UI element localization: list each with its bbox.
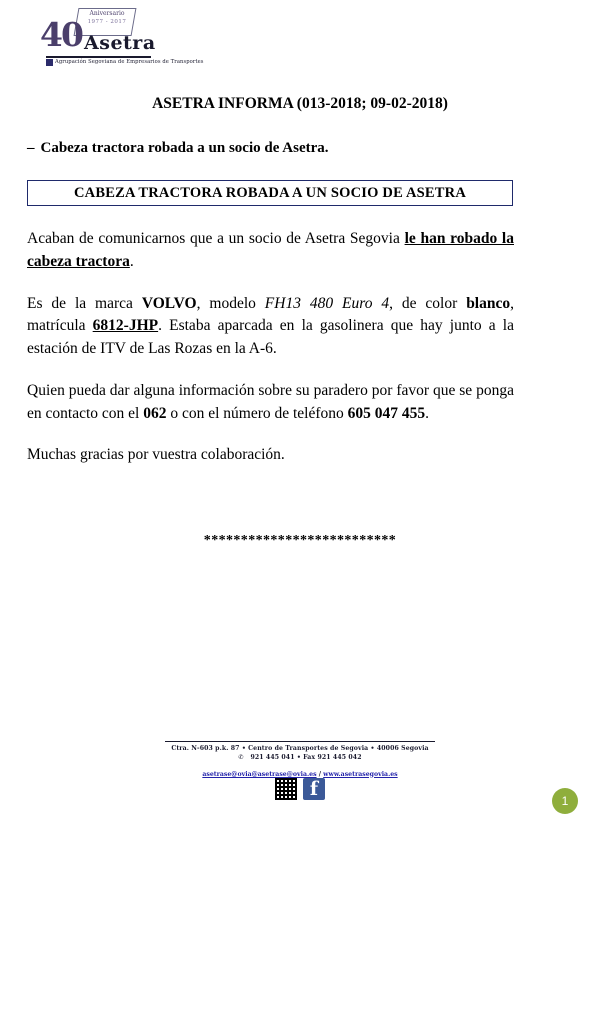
paragraph-1 [27,228,514,274]
paragraph-2 [27,293,514,361]
p2-part-e: . Estaba aparcada en la gasolinera que hay junto a la estación de ITV de Las Rozas en la A-6. [27,317,514,358]
footer-phones-text: 921 445 041 • Fax 921 445 042 [250,754,362,762]
vehicle-model: FH13 480 Euro 4 [264,294,390,312]
subject-line [27,140,547,157]
p1-part-a: Acaban de comunicarnos que a un socio de Asetra Segovia [27,230,405,247]
footer-phones: ✆ 921 445 041 • Fax 921 445 042 [238,754,362,762]
logo-anniversary-years: 1977 - 2017 [87,19,127,26]
separator-stars: ************************** [203,533,397,548]
p1-highlight: le han robado la cabeza tractora [27,230,514,270]
asetra-logo [24,6,204,72]
logo-anniversary-text [82,10,132,27]
subject-text: Cabeza tractora robada a un socio de Asetra. [40,140,329,156]
page-title: ASETRA INFORMA (013-2018; 09-02-2018) [152,95,448,112]
p2-part-c: , de color [389,294,467,312]
footer-divider [165,741,435,742]
p3-part-a: Quien pueda dar alguna información sobre su paradero por favor que se ponga en contacto con el [27,381,514,422]
p2-part-d: , matrícula [27,294,514,335]
logo-subtitle [46,59,204,65]
vehicle-brand: VOLVO [141,294,197,312]
footer-email-link[interactable]: asetrase@ovia@asetrase@ovia.es [202,770,317,778]
paragraph-4: Muchas gracias por vuestra colaboración. [27,446,285,464]
document-body [27,228,514,486]
qr-code-icon [275,778,297,800]
logo-name-text: Asetra [84,32,156,54]
p2-part-b: , modelo [196,294,265,312]
footer-link-separator: / [316,770,324,778]
footer [0,741,600,781]
logo-divider [46,56,151,58]
vehicle-plate: 6812-JHP [92,317,159,335]
contact-phone: 605 047 455 [347,404,426,422]
p1-part-c: . [129,252,134,270]
facebook-icon[interactable]: f [303,778,325,800]
footer-website-link[interactable]: www.asetrasegovia.es [323,770,398,778]
footer-address: Ctra. N-603 p.k. 87 • Centro de Transportes de Segovia • 40006 Segovia [171,745,429,752]
subject-dash: – [27,140,35,156]
p3-part-c: . [425,404,430,422]
logo-40-text: 40 [40,15,82,54]
logo-subtitle-text: Agrupación Segoviana de Empresarios de Transportes [55,59,204,65]
logo-anniversary-label: Aniversario [89,10,125,17]
emergency-number: 062 [143,404,167,422]
paragraph-3 [27,380,514,426]
footer-badges [0,777,600,801]
p2-part-a: Es de la marca [27,294,142,312]
headline-banner-text: CABEZA TRACTORA ROBADA A UN SOCIO DE ASETRA [73,185,466,201]
vehicle-color: blanco [466,294,511,312]
page-number-badge: 1 [552,788,578,814]
p3-part-b: o con el número de teléfono [166,404,348,422]
